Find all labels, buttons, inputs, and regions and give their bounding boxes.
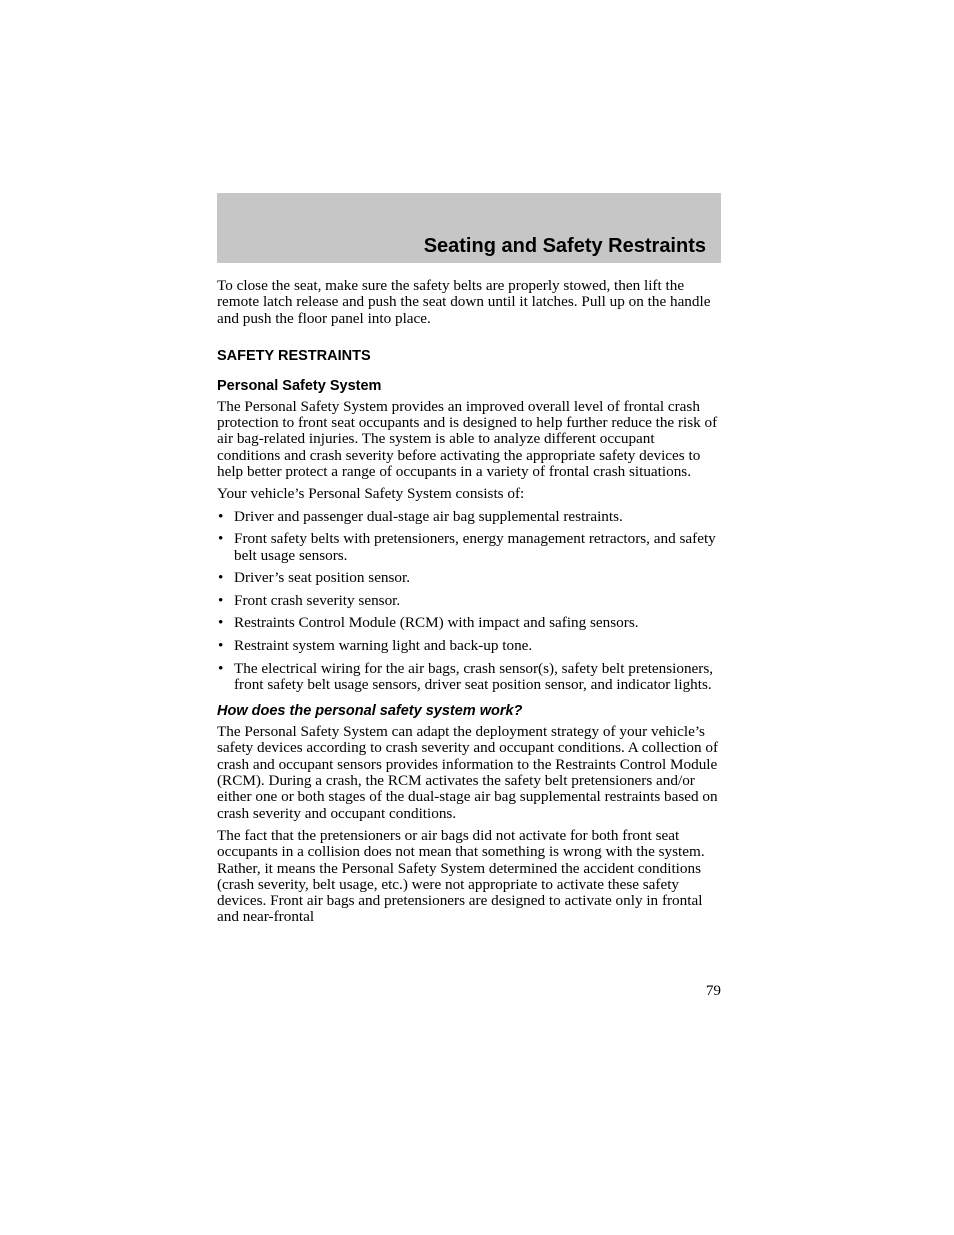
pss-components-list [217, 509, 721, 693]
pss-operation-paragraph: The Personal Safety System can adapt the deployment strategy of your vehicle’s safety devices according to crash severity and occupant conditions. A collection of crash and occupant sensors provides information to the Restraints Control Module (RCM). During a crash, the RCM activates the safety belt pretensioners and/or either one or both stages of the dual-stage air bag supplemental restraints based on crash severity and occupant conditions. [217, 723, 719, 822]
bullet-icon: • [218, 507, 224, 525]
question-heading: How does the personal safety system work? [217, 703, 523, 720]
subsection-heading: Personal Safety System [217, 377, 382, 394]
list-item: • Driver’s seat position sensor. [218, 569, 411, 587]
manual-page [217, 193, 721, 926]
bullet-icon: • [218, 569, 224, 587]
section-header-band [217, 193, 721, 263]
bullet-icon: • [218, 530, 224, 548]
page-title: Seating and Safety Restraints [423, 235, 706, 257]
bullet-icon: • [218, 659, 224, 677]
list-item: • Front crash severity sensor. [218, 591, 401, 609]
pss-components-intro: Your vehicle’s Personal Safety System consists of: [217, 485, 525, 503]
list-item: • Restraints Control Module (RCM) with impact and safing sensors. [218, 614, 639, 632]
pss-activation-paragraph: The fact that the pretensioners or air bags did not activate for both front seat occupants in a collision does not mean that something is wrong with the system. Rather, it means the Personal Safety System determined the accident conditions (crash severity, belt usage, etc.) were not appropriate to activate these safety devices. Front air bags and pretensioners are designed to activate only in frontal and near-frontal [217, 826, 705, 926]
bullet-icon: • [218, 591, 224, 609]
bullet-icon: • [218, 614, 224, 632]
section-heading: SAFETY RESTRAINTS [217, 347, 371, 364]
list-item: • Restraint system warning light and back-up tone. [218, 636, 533, 654]
bullet-icon: • [218, 636, 224, 654]
page-number: 79 [705, 982, 721, 999]
list-item: • The electrical wiring for the air bags, crash sensor(s), safety belt pretensioners, front safety belt usage sensors, driver seat position sensor, and indicator lights. [218, 659, 714, 693]
list-item: • Driver and passenger dual-stage air bag supplemental restraints. [218, 507, 623, 525]
intro-paragraph: To close the seat, make sure the safety belts are properly stowed, then lift the remote latch release and push the seat down until it latches. Pull up on the handle and push the floor panel into place. [217, 277, 711, 327]
list-item: • Front safety belts with pretensioners, energy management retractors, and safety belt usage sensors. [218, 530, 716, 564]
pss-description-paragraph: The Personal Safety System provides an improved overall level of frontal crash protection to front seat occupants and is designed to help further reduce the risk of air bag-related injuries. The system is able to analyze different occupant conditions and crash severity before activating the appropriate safety devices to help better protect a range of occupants in a variety of frontal crash situations. [217, 397, 718, 481]
